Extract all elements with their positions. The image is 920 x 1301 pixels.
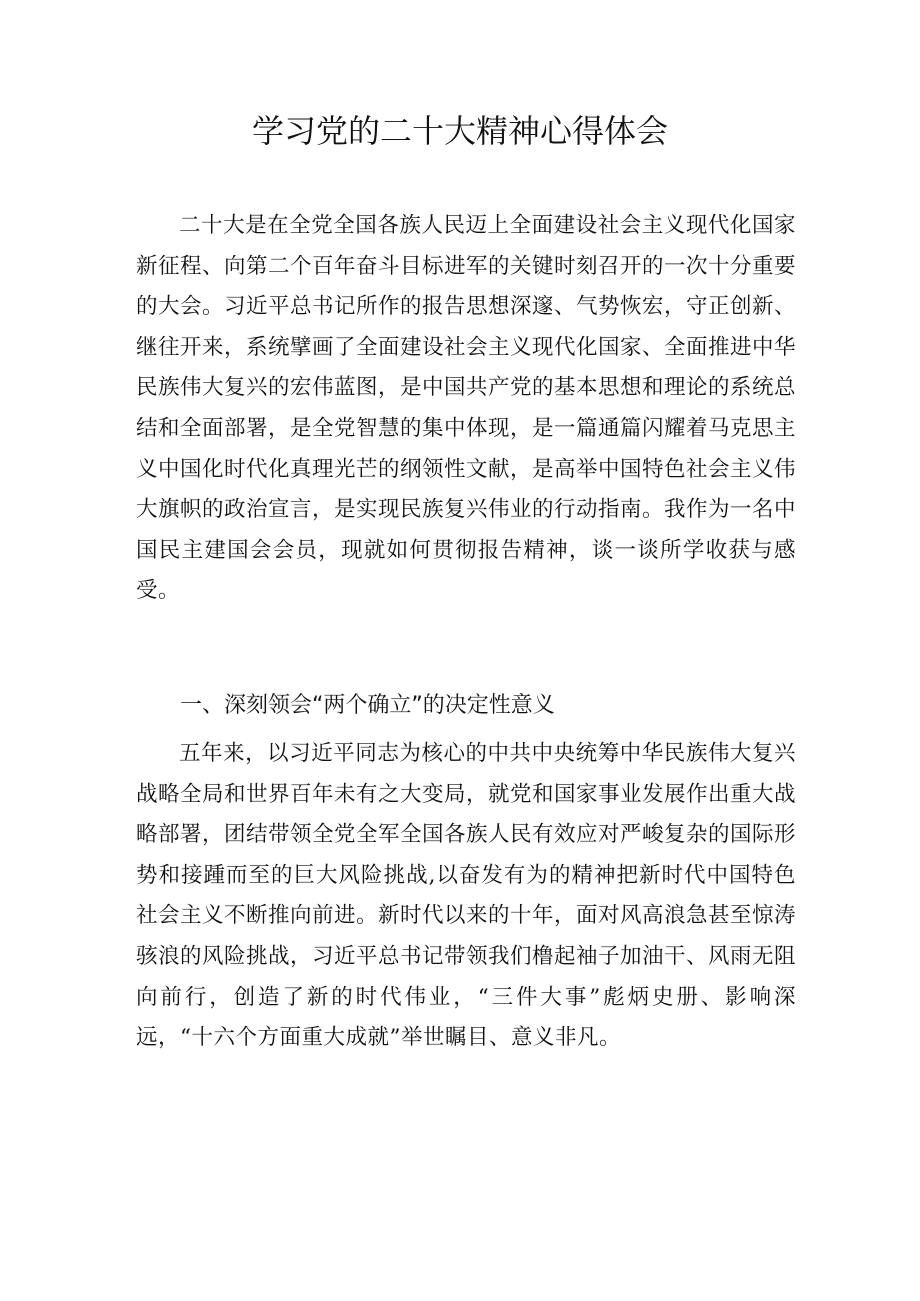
section-heading: 一、深刻领会“两个确立”的决定性意义 <box>180 693 555 718</box>
paragraph-intro: 二十大是在全党全国各族人民迈上全面建设社会主义现代化国家新征程、向第二个百年奋斗目标进军的关键时刻召开的一次十分重要的大会。习近平总书记所作的报告思想深邃、气势恢宏，守正创新、继往开来，系统擘画了全面建设社会主义现代化国家、全面推进中华民族伟大复兴的宏伟蓝图，是中国共产党的基本思想和理论的系统总结和全面部署，是全党智慧的集中体现，是一篇通篇闪耀着马克思主义中国化时代化真理光芒的纲领性文献，是高举中国特色社会主义伟大旗帜的政治宣言，是实现民族复兴伟业的行动指南。我作为一名中国民主建国会会员，现就如何贯彻报告精神，谈一谈所学收获与感受。 <box>136 213 797 604</box>
paragraph-section-1: 五年来，以习近平同志为核心的中共中央统筹中华民族伟大复兴战略全局和世界百年未有之大变局，就党和国家事业发展作出重大战略部署，团结带领全党全军全国各族人民有效应对严峻复杂的国际形势和接踵而至的巨大风险挑战,以奋发有为的精神把新时代中国特色社会主义不断推向前进。新时代以来的十年，面对风高浪急甚至惊涛骇浪的风险挑战，习近平总书记带领我们橹起袖子加油干、风雨无阻向前行，创造了新的时代伟业，“三件大事”彪炳史册、影响深远，“十六个方面重大成就”举世瞩目、意义非凡。 <box>136 741 797 1051</box>
document-title: 学习党的二十大精神心得体会 <box>251 112 668 150</box>
